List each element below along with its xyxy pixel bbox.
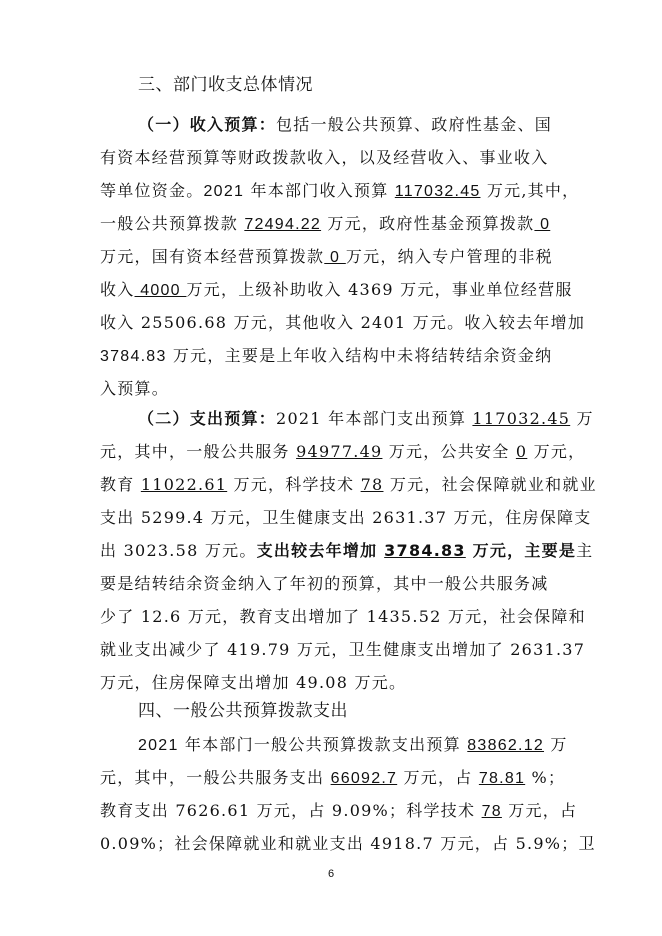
non-tax-value: 4000 [134, 282, 187, 299]
section-4-title: 四、一般公共预算拨款支出 [138, 701, 348, 721]
income-line-2: 有资本经营预算等财政拨款收入，以及经营收入、事业收入 [100, 148, 549, 167]
gb-science-value: 78 [481, 803, 502, 820]
income-total-value: 117032.45 [394, 183, 481, 200]
fund-value: 0 [534, 216, 551, 233]
section-3-title: 三、部门收支总体情况 [138, 75, 313, 95]
income-line-1: （一）收入预算：包括一般公共预算、政府性基金、国 [138, 115, 553, 134]
income-line-8: 3784.83 万元，主要是上年收入结构中未将结转结余资金纳 [100, 346, 553, 365]
expense-line-6: 要是结转结余资金纳入了年初的预算，其中一般公共服务减 [100, 574, 549, 593]
expense-line-7: 少了 12.6 万元，教育支出增加了 1435.52 万元，社会保障和 [100, 607, 586, 626]
general-budget-paragraph [100, 728, 596, 860]
expense-line-2: 元，其中，一般公共服务 94977.49 万元，公共安全 0 万元， [100, 442, 586, 461]
expense-line-1: （二）支出预算：2021 年本部门支出预算 117032.45 万 [138, 409, 594, 428]
gb-public-service-pct: 78.81 [478, 770, 526, 787]
income-label: （一）收入预算： [138, 115, 277, 134]
income-line-5: 万元，国有资本经营预算拨款 0 万元，纳入专户管理的非税 [100, 247, 553, 266]
general-budget-line-2: 元，其中，一般公共服务支出 66092.7 万元，占 78.81 %； [100, 768, 566, 787]
income-line-9: 入预算。 [100, 379, 170, 398]
income-line-7: 收入 25506.68 万元，其他收入 2401 万元。收入较去年增加 [100, 313, 586, 332]
general-budget-total-value: 83862.12 [467, 737, 545, 754]
general-budget-line-4: 0.09%；社会保障就业和就业支出 4918.7 万元，占 5.9%；卫 [100, 834, 596, 853]
expense-increase-value: 3784.83 [384, 541, 466, 560]
income-line-4: 一般公共预算拨款 72494.22 万元，政府性基金预算拨款 0 [100, 214, 551, 233]
income-line-6: 收入 4000 万元，上级补助收入 4369 万元，事业单位经营服 [100, 280, 573, 299]
expense-line-4: 支出 5299.4 万元，卫生健康支出 2631.37 万元，住房保障支 [100, 508, 592, 527]
income-line-3: 等单位资金。2021 年本部门收入预算 117032.45 万元,其中， [100, 181, 580, 200]
general-budget-value: 72494.22 [244, 216, 322, 233]
science-value: 78 [360, 475, 384, 494]
public-security-value: 0 [515, 442, 528, 461]
general-budget-line-1: 2021 年本部门一般公共预算拨款支出预算 83862.12 万 [138, 735, 568, 754]
expense-line-9: 万元，住房保障支出增加 49.08 万元。 [100, 673, 407, 692]
expense-line-3: 教育 11022.61 万元，科学技术 78 万元，社会保障就业和就业 [100, 475, 597, 494]
expense-line-5: 出 3023.58 万元。支出较去年增加 3784.83 万元，主要是主 [100, 541, 594, 560]
income-paragraph [100, 108, 586, 405]
expense-paragraph [100, 402, 597, 699]
state-capital-value: 0 [324, 249, 346, 266]
public-service-value: 94977.49 [296, 442, 383, 461]
expense-line-8: 就业支出减少了 419.79 万元，卫生健康支出增加了 2631.37 [100, 640, 586, 659]
education-value: 11022.61 [140, 475, 228, 494]
general-budget-line-3: 教育支出 7626.61 万元，占 9.09%；科学技术 78 万元，占 [100, 801, 578, 820]
page-number: 6 [327, 868, 335, 880]
gb-public-service-value: 66092.7 [330, 770, 398, 787]
expense-label: （二）支出预算： [138, 409, 277, 428]
expense-total-value: 117032.45 [472, 409, 571, 428]
income-increase-value: 3784.83 [100, 348, 167, 365]
